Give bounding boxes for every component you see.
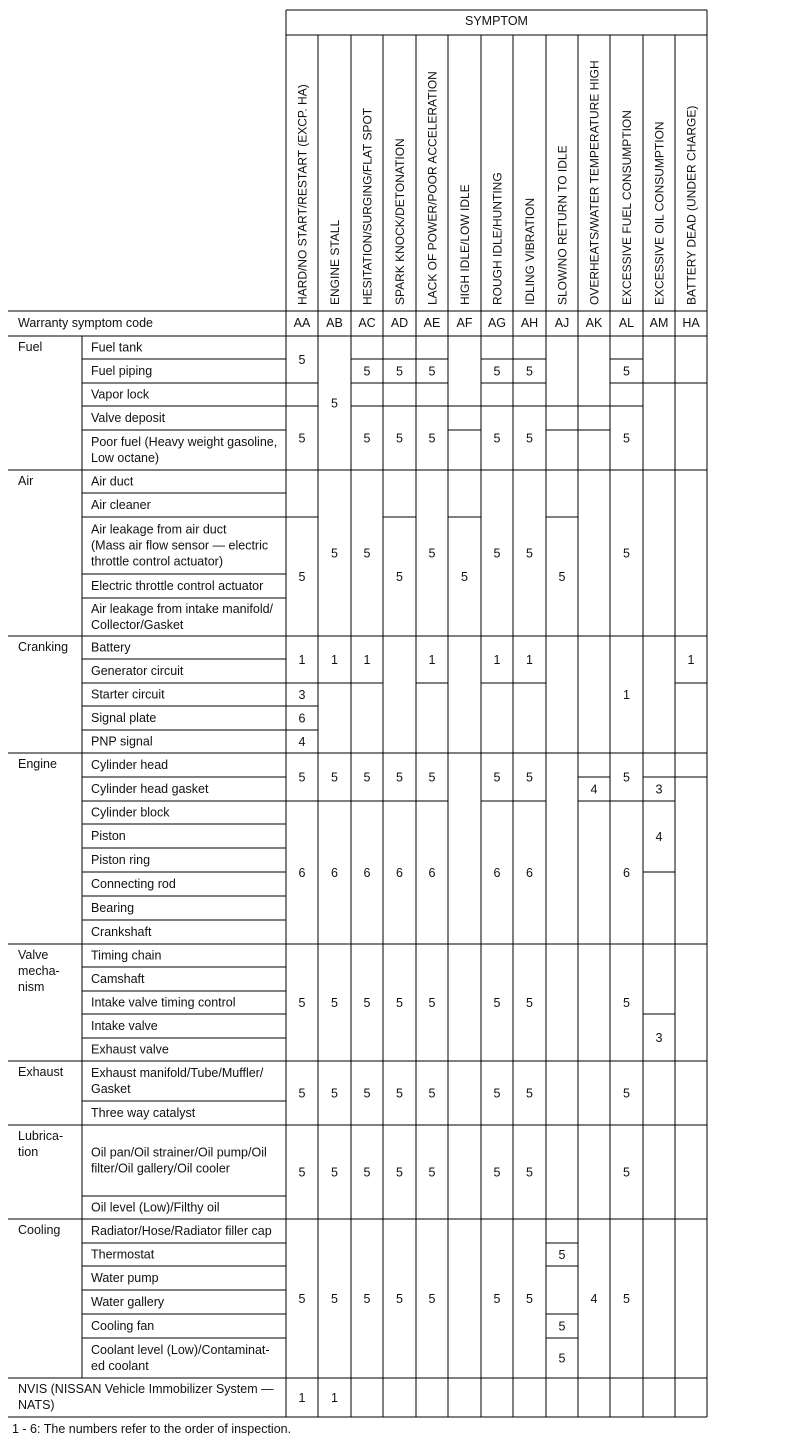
inspection-order-value: 5 — [298, 353, 306, 367]
inspection-order-value: 1 — [331, 1391, 338, 1405]
symptom-column-label: HARD/NO START/RESTART (EXCP. HA) — [295, 84, 310, 305]
inspection-order-value: 5 — [623, 1165, 630, 1180]
group-label: Fuel — [18, 340, 43, 354]
cause-item-label: Piston — [91, 829, 126, 843]
cause-item-label: Bearing — [91, 901, 135, 915]
cause-item-label: ed coolant — [91, 1359, 149, 1373]
group-label: mecha- — [18, 964, 60, 978]
inspection-order-value: 5 — [623, 1086, 630, 1101]
inspection-order-value: 5 — [298, 1165, 306, 1180]
inspection-order-value: 5 — [428, 1292, 436, 1306]
group-label: tion — [18, 1145, 39, 1159]
cause-item-label: (Mass air flow sensor — electric — [91, 538, 269, 553]
nvis-label: NATS) — [18, 1398, 55, 1412]
symptom-column-label: EXCESSIVE OIL CONSUMPTION — [652, 121, 667, 305]
symptom-column-label: BATTERY DEAD (UNDER CHARGE) — [684, 105, 699, 305]
symptom-code: AJ — [554, 316, 570, 330]
symptom-code: AF — [456, 316, 473, 330]
cause-item-label: Collector/Gasket — [91, 618, 184, 632]
inspection-order-value: 5 — [493, 364, 501, 379]
inspection-order-value: 5 — [526, 996, 533, 1010]
inspection-order-value: 5 — [558, 1351, 566, 1366]
cause-item-label: Cylinder block — [91, 805, 170, 820]
cause-item-label: Valve deposit — [91, 411, 166, 425]
inspection-order-value: 5 — [363, 996, 371, 1010]
inspection-order-value: 1 — [493, 653, 501, 667]
inspection-order-value: 5 — [623, 1292, 630, 1306]
symptom-code: AC — [358, 316, 376, 330]
inspection-order-value: 6 — [363, 866, 371, 880]
symptom-column-label: OVERHEATS/WATER TEMPERATURE HIGH — [587, 60, 602, 305]
inspection-order-value: 5 — [623, 996, 630, 1010]
inspection-order-value: 5 — [428, 1086, 436, 1101]
group-label: Valve — [18, 948, 49, 962]
inspection-order-value: 5 — [461, 570, 468, 584]
inspection-order-value: 6 — [623, 866, 630, 880]
symptom-title: SYMPTOM — [465, 14, 528, 28]
cause-item-label: Poor fuel (Heavy weight gasoline, — [91, 435, 278, 449]
symptom-code: AH — [520, 316, 539, 330]
cause-item-label: Water gallery — [91, 1295, 165, 1309]
symptom-columns — [294, 60, 701, 330]
table-header — [18, 14, 528, 330]
symptom-column-label: SPARK KNOCK/DETONATION — [393, 138, 407, 305]
inspection-order-value: 5 — [526, 546, 533, 561]
inspection-order-value: 5 — [493, 1292, 501, 1306]
inspection-order-value: 5 — [363, 1086, 371, 1101]
inspection-order-value: 5 — [493, 546, 501, 561]
cause-item-label: Three way catalyst — [91, 1106, 196, 1120]
inspection-order-value: 6 — [428, 866, 436, 880]
cause-item-label: Low octane) — [91, 451, 160, 465]
inspection-order-value: 5 — [428, 431, 436, 446]
inspection-order-value: 5 — [298, 996, 306, 1010]
footnote: 1 - 6: The numbers refer to the order of inspection. — [12, 1422, 292, 1436]
cause-item-label: PNP signal — [91, 734, 153, 749]
group-label: Exhaust — [18, 1065, 64, 1079]
inspection-order-value: 5 — [363, 364, 371, 379]
inspection-order-value: 5 — [428, 546, 436, 561]
inspection-order-value: 5 — [493, 1165, 501, 1180]
symptom-code: HA — [682, 316, 700, 330]
inspection-order-value: 3 — [655, 782, 663, 797]
symptom-code: AE — [423, 316, 441, 330]
inspection-order-value: 5 — [298, 1086, 306, 1101]
cause-item-label: Air leakage from air duct — [91, 522, 227, 537]
inspection-order-value: 5 — [363, 431, 371, 446]
inspection-order-value: 5 — [558, 1248, 566, 1262]
inspection-order-value: 5 — [558, 570, 566, 584]
group-label: Air — [18, 474, 34, 488]
inspection-order-value: 5 — [623, 770, 630, 785]
inspection-order-value: 5 — [396, 431, 403, 446]
inspection-order-value: 1 — [428, 653, 436, 667]
inspection-order-value: 5 — [526, 1086, 533, 1101]
cause-item-label: Electric throttle control actuator — [91, 579, 264, 593]
inspection-order-value: 1 — [623, 688, 630, 702]
symptom-column-label: ENGINE STALL — [328, 219, 342, 305]
symptom-column-label: ROUGH IDLE/HUNTING — [490, 172, 505, 305]
symptom-column-label: SLOW/NO RETURN TO IDLE — [555, 145, 570, 305]
inspection-order-value: 5 — [493, 996, 501, 1010]
inspection-order-value: 6 — [396, 866, 403, 880]
symptom-code: AD — [390, 316, 409, 330]
cause-item-label: Crankshaft — [91, 925, 152, 939]
cause-item-label: throttle control actuator) — [91, 554, 224, 569]
cause-item-label: Gasket — [91, 1082, 131, 1096]
symptom-column-label: IDLING VIBRATION — [523, 197, 537, 305]
inspection-order-value: 5 — [331, 1165, 338, 1180]
cause-item-label: Exhaust valve — [91, 1042, 169, 1057]
inspection-order-value: 5 — [396, 1292, 403, 1306]
inspection-order-value: 5 — [396, 996, 403, 1010]
inspection-order-value: 5 — [298, 570, 306, 584]
cause-item-label: Cylinder head gasket — [91, 782, 209, 796]
cause-item-label: filter/Oil gallery/Oil cooler — [91, 1161, 230, 1176]
symptom-column-label: EXCESSIVE FUEL CONSUMPTION — [620, 110, 634, 305]
inspection-order-value: 5 — [526, 364, 533, 379]
symptom-column-label: HIGH IDLE/LOW IDLE — [458, 184, 472, 305]
inspection-order-value: 5 — [623, 431, 630, 446]
inspection-order-value: 5 — [363, 1292, 371, 1306]
cause-item-label: Cylinder head — [91, 758, 169, 772]
group-label: Engine — [18, 757, 57, 771]
inspection-order-value: 5 — [363, 546, 371, 561]
group-label: nism — [18, 980, 45, 994]
cause-item-label: Water pump — [91, 1271, 159, 1285]
symptom-code: AK — [585, 316, 603, 330]
warranty-code-label: Warranty symptom code — [18, 316, 153, 330]
inspection-order-value: 5 — [331, 770, 338, 785]
inspection-order-value: 1 — [331, 653, 338, 667]
cause-item-label: Thermostat — [91, 1247, 155, 1262]
inspection-order-value: 6 — [298, 866, 306, 880]
cause-item-label: Intake valve — [91, 1019, 158, 1033]
inspection-order-value: 5 — [331, 396, 338, 411]
inspection-order-value: 5 — [558, 1319, 566, 1334]
cause-item-label: Fuel tank — [91, 340, 143, 355]
inspection-order-value: 5 — [526, 1165, 533, 1180]
inspection-order-value: 5 — [396, 770, 403, 785]
cause-item-label: Vapor lock — [91, 387, 150, 402]
inspection-order-value: 6 — [331, 866, 338, 880]
inspection-order-value: 5 — [428, 1165, 436, 1180]
inspection-order-value: 5 — [526, 431, 533, 446]
inspection-order-value: 4 — [655, 830, 663, 844]
cause-item-label: Piston ring — [91, 853, 151, 867]
inspection-order-value: 1 — [687, 653, 695, 667]
inspection-order-value: 5 — [428, 996, 436, 1010]
inspection-order-value: 5 — [493, 770, 501, 785]
inspection-order-value: 5 — [331, 996, 338, 1010]
inspection-order-value: 5 — [298, 431, 306, 446]
inspection-order-value: 5 — [428, 770, 436, 785]
inspection-order-value: 5 — [363, 1165, 371, 1180]
cause-item-label: Generator circuit — [91, 664, 184, 678]
symptom-code: AA — [293, 316, 311, 330]
inspection-order-value: 5 — [298, 770, 306, 785]
inspection-order-value: 5 — [396, 570, 403, 584]
inspection-order-value: 5 — [526, 1292, 533, 1306]
cause-item-label: Cooling fan — [91, 1319, 155, 1333]
inspection-order-cells — [299, 353, 695, 1405]
cause-item-label: Timing chain — [91, 948, 162, 963]
inspection-order-value: 5 — [396, 1086, 403, 1101]
cause-item-label: Radiator/Hose/Radiator filler cap — [91, 1224, 272, 1238]
inspection-order-value: 5 — [493, 1086, 501, 1101]
inspection-order-value: 1 — [526, 653, 533, 667]
inspection-order-value: 6 — [526, 866, 533, 880]
inspection-order-value: 1 — [363, 653, 371, 667]
cause-rows — [18, 340, 277, 1412]
symptom-column-label: LACK OF POWER/POOR ACCELERATION — [425, 71, 440, 305]
inspection-order-value: 1 — [298, 1391, 306, 1405]
inspection-order-value: 1 — [298, 653, 306, 667]
inspection-order-value: 5 — [396, 1165, 403, 1180]
inspection-order-value: 5 — [331, 1086, 338, 1101]
cause-item-label: Intake valve timing control — [91, 995, 236, 1010]
inspection-order-value: 5 — [331, 1292, 338, 1306]
inspection-order-value: 3 — [655, 1031, 663, 1045]
inspection-order-value: 3 — [298, 688, 306, 702]
cause-item-label: Connecting rod — [91, 877, 176, 891]
cause-item-label: Signal plate — [91, 711, 157, 725]
cause-item-label: Air leakage from intake manifold/ — [91, 602, 274, 616]
inspection-order-value: 5 — [526, 770, 533, 785]
inspection-order-value: 5 — [493, 431, 501, 446]
cause-item-label: Air duct — [91, 474, 134, 489]
inspection-order-value: 5 — [331, 546, 338, 561]
cause-item-label: Exhaust manifold/Tube/Muffler/ — [91, 1066, 264, 1080]
inspection-order-value: 5 — [298, 1292, 306, 1306]
cause-item-label: Oil pan/Oil strainer/Oil pump/Oil — [91, 1145, 267, 1160]
inspection-order-value: 4 — [590, 1292, 598, 1306]
nvis-label: NVIS (NISSAN Vehicle Immobilizer System — — [18, 1382, 274, 1396]
inspection-order-value: 5 — [428, 364, 436, 379]
cause-item-label: Oil level (Low)/Filthy oil — [91, 1200, 220, 1215]
inspection-order-value: 6 — [493, 866, 501, 880]
cause-item-label: Coolant level (Low)/Contaminat- — [91, 1343, 270, 1357]
cause-item-label: Battery — [91, 640, 131, 655]
inspection-order-value: 6 — [298, 711, 306, 726]
symptom-code: AB — [326, 316, 343, 330]
symptom-code: AL — [618, 316, 635, 330]
cause-item-label: Fuel piping — [91, 364, 153, 378]
inspection-order-value: 4 — [590, 782, 598, 797]
symptom-column-label: HESITATION/SURGING/FLAT SPOT — [360, 107, 375, 305]
inspection-order-value: 5 — [363, 770, 371, 785]
inspection-order-value: 4 — [298, 735, 306, 749]
cause-item-label: Camshaft — [91, 972, 145, 986]
inspection-order-value: 5 — [396, 364, 403, 379]
group-label: Cooling — [18, 1223, 61, 1237]
symptom-code: AG — [487, 316, 507, 330]
group-label: Cranking — [18, 640, 69, 654]
symptom-code: AM — [649, 316, 669, 330]
cause-item-label: Starter circuit — [91, 687, 165, 702]
group-label: Lubrica- — [18, 1129, 64, 1143]
inspection-order-value: 5 — [623, 364, 630, 379]
cause-item-label: Air cleaner — [91, 498, 151, 512]
inspection-order-value: 5 — [623, 546, 630, 561]
